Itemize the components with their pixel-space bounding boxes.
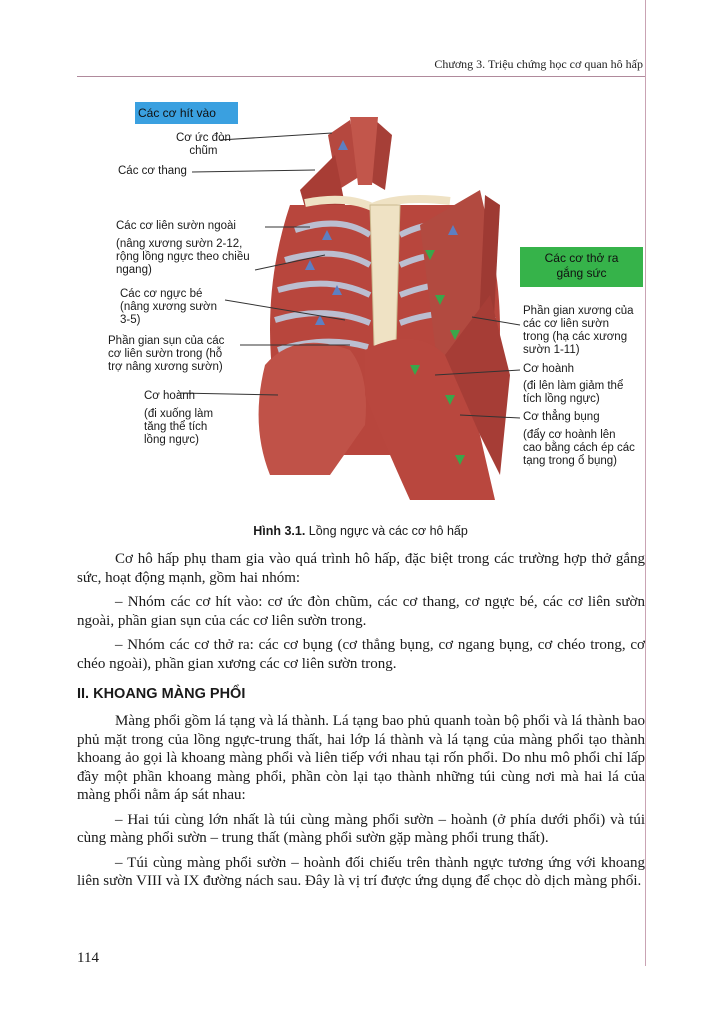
- caption-number: Hình 3.1.: [253, 524, 306, 538]
- label-external-intercostal-desc: (nâng xương sườn 2-12, rộng lồng ngực theo chiều ngang): [116, 238, 250, 276]
- expiratory-muscles-box: Các cơ thở ra gắng sức: [520, 247, 643, 287]
- body-text-top: [77, 550, 645, 679]
- label-diaphragm-right-desc: (đi lên làm giảm thể tích lồng ngực): [523, 380, 624, 405]
- header-rule: [77, 76, 645, 77]
- label-diaphragm-left-desc: (đi xuống làm tăng thể tích lồng ngực): [144, 408, 214, 446]
- figure-caption: [0, 524, 721, 538]
- paragraph: – Hai túi cùng lớn nhất là túi cùng màng phổi sườn – hoành (ở phía dưới phổi) và túi cùng màng phổi sườn – trung thất (màng phổi sườn gặp màng phổi trung thất).: [77, 811, 645, 846]
- paragraph: Màng phổi gồm lá tạng và lá thành. Lá tạng bao phủ quanh toàn bộ phổi và lá thành bao phủ mặt trong của lồng ngực-trung thất, hai lớp lá thành và lá tạng của màng phổi tạo thành khoang ảo gọi là khoang màng phổi và liên tiếp với nhau tại rốn phổi. Do nhu mô phổi chỉ lấp đầy một phần khoang màng phổi, phần còn lại tạo thành những túi cùng nơi mà hai lá của màng phổi nằm áp sát nhau:: [77, 713, 645, 803]
- label-external-intercostal: Các cơ liên sườn ngoài: [116, 220, 236, 232]
- label-diaphragm-right: Cơ hoành: [523, 363, 575, 375]
- label-diaphragm-left: Cơ hoành: [144, 390, 196, 402]
- figure-thorax-muscles: [100, 95, 645, 515]
- label-rectus-abdominis-desc: (đẩy cơ hoành lên cao bằng cách ép các tạng trong ổ bụng): [523, 429, 635, 467]
- caption-text: Lồng ngực và các cơ hô hấp: [305, 524, 468, 538]
- body-text-bottom: [77, 712, 645, 897]
- label-parasternal-intercostal: Phần gian sụn của các cơ liên sườn trong (hỗ trợ nâng xương sườn): [108, 335, 225, 373]
- page-number: 114: [77, 950, 99, 966]
- paragraph: – Túi cùng màng phổi sườn – hoành đối chiếu trên thành ngực tương ứng với khoang liên sườn VIII và IX đường nách sau. Đây là vị trí được ứng dụng để chọc dò dịch màng phổi.: [77, 854, 645, 889]
- label-scalene: Các cơ thang: [118, 165, 187, 177]
- leader-line: [220, 133, 332, 140]
- section-title: II. KHOANG MÀNG PHỔI: [77, 686, 246, 702]
- inspiratory-muscles-box: Các cơ hít vào: [135, 102, 238, 124]
- label-pectoralis-minor: Các cơ ngực bé (nâng xương sườn 3-5): [120, 288, 217, 326]
- diaphragm-muscle: [259, 343, 366, 475]
- running-header: Chương 3. Triệu chứng học cơ quan hô hấp: [434, 57, 643, 71]
- leader-line: [192, 170, 315, 172]
- paragraph: – Nhóm các cơ hít vào: cơ ức đòn chũm, các cơ thang, cơ ngực bé, các cơ liên sườn ngoài, phần gian sụn của các cơ liên sườn trong.: [77, 594, 645, 629]
- label-rectus-abdominis: Cơ thẳng bụng: [523, 411, 600, 423]
- paragraph: Cơ hô hấp phụ tham gia vào quá trình hô hấp, đặc biệt trong các trường hợp thở gắng sức, hoạt động mạnh, gồm hai nhóm:: [77, 551, 645, 586]
- label-sternocleidomastoid: Cơ ức đòn chũm: [176, 132, 231, 157]
- label-internal-intercostal: Phần gian xương của các cơ liên sườn trong (hạ các xương sườn 1-11): [523, 305, 634, 356]
- paragraph: – Nhóm các cơ thở ra: các cơ bụng (cơ thẳng bụng, cơ ngang bụng, cơ chéo trong, cơ chéo ngoài), phần gian xương các cơ liên sườn trong.: [77, 637, 645, 672]
